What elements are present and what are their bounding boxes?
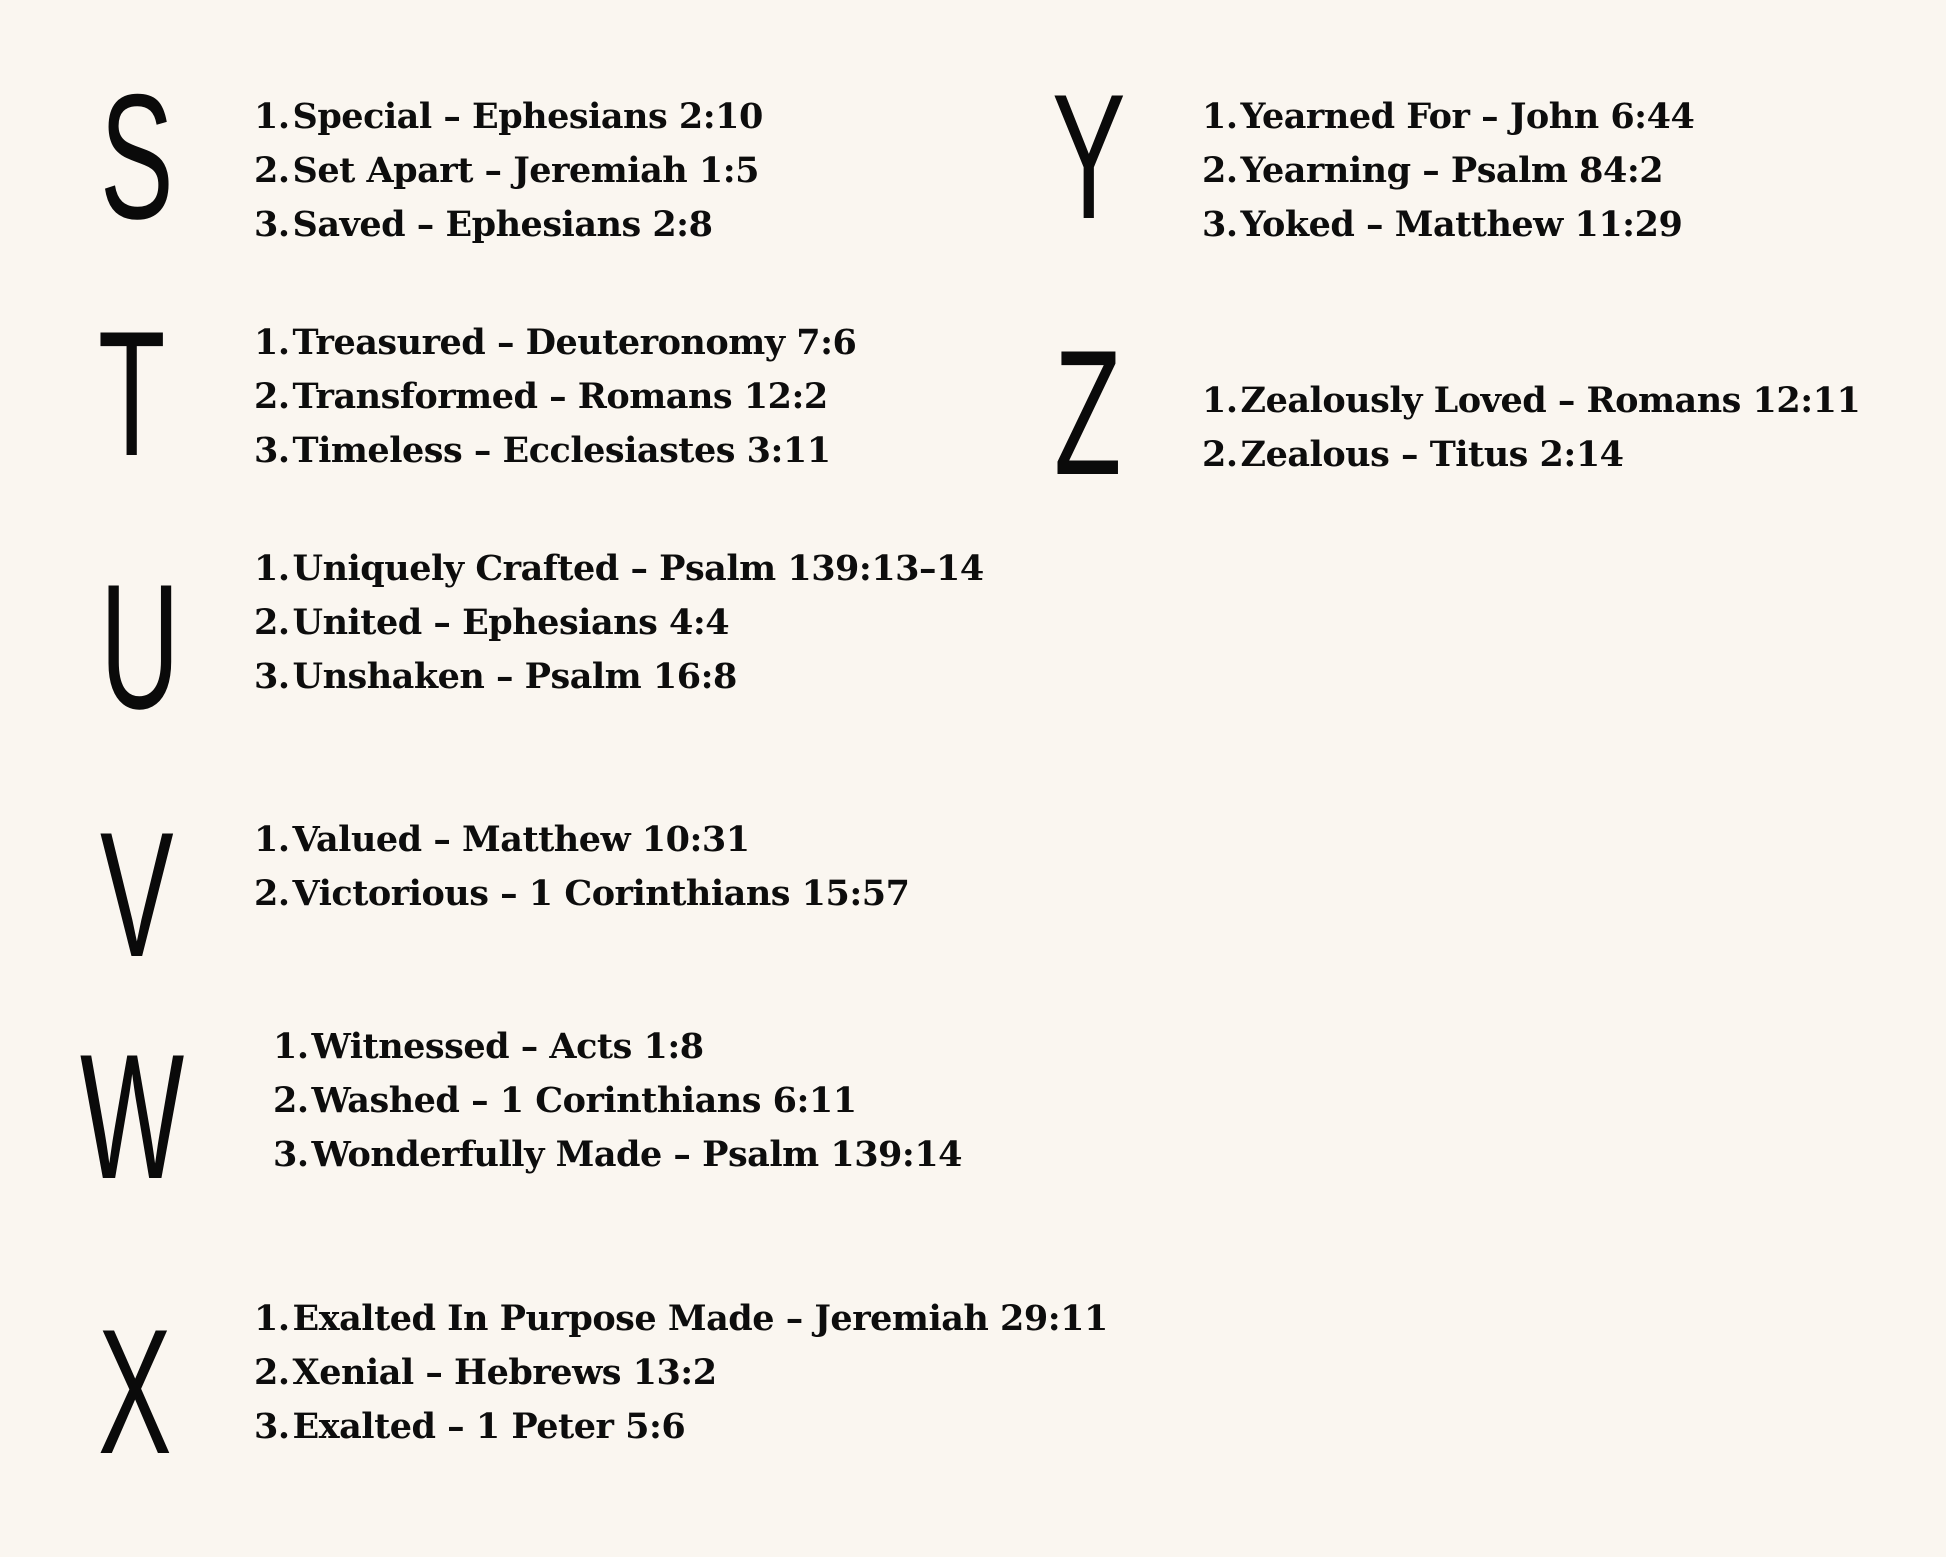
list-item: 2.Xenial – Hebrews 13:2 — [254, 1352, 717, 1393]
section-list-v — [254, 813, 910, 921]
section-list-x — [254, 1292, 1108, 1454]
list-item: 2.Washed – 1 Corinthians 6:11 — [273, 1080, 857, 1121]
section-letter-x: X — [98, 1292, 172, 1491]
section-letter-y: Y — [1052, 57, 1126, 256]
section-letter-w: W — [80, 1017, 185, 1216]
section-list-u — [254, 542, 984, 704]
list-item: 1.Yearned For – John 6:44 — [1202, 96, 1695, 137]
list-item: 3.Wonderfully Made – Psalm 139:14 — [273, 1134, 963, 1175]
section-list-s — [254, 90, 763, 252]
section-letter-u: U — [100, 547, 180, 746]
section-list-t — [254, 316, 856, 478]
list-item: 3.Timeless – Ecclesiastes 3:11 — [254, 430, 831, 471]
list-item: 1.Zealously Loved – Romans 12:11 — [1202, 380, 1861, 421]
list-item: 2.Zealous – Titus 2:14 — [1202, 434, 1624, 475]
list-item: 1.Special – Ephesians 2:10 — [254, 96, 763, 137]
section-list-y — [1202, 90, 1694, 252]
section-letter-z: Z — [1054, 313, 1122, 512]
list-item: 2.Yearning – Psalm 84:2 — [1202, 150, 1664, 191]
list-item: 2.Set Apart – Jeremiah 1:5 — [254, 150, 760, 191]
list-item: 3.Saved – Ephesians 2:8 — [254, 204, 713, 245]
list-item: 2.Transformed – Romans 12:2 — [254, 376, 828, 417]
section-letter-t: T — [98, 294, 166, 493]
list-item: 3.Exalted – 1 Peter 5:6 — [254, 1406, 686, 1447]
list-item: 2.Victorious – 1 Corinthians 15:57 — [254, 873, 910, 914]
section-list-z — [1202, 374, 1860, 482]
list-item: 3.Unshaken – Psalm 16:8 — [254, 656, 737, 697]
list-item: 1.Witnessed – Acts 1:8 — [273, 1026, 704, 1067]
list-item: 1.Treasured – Deuteronomy 7:6 — [254, 322, 857, 363]
list-item: 1.Valued – Matthew 10:31 — [254, 819, 750, 860]
list-item: 1.Uniquely Crafted – Psalm 139:13–14 — [254, 548, 984, 589]
section-letter-v: V — [100, 795, 174, 994]
list-item: 2.United – Ephesians 4:4 — [254, 602, 730, 643]
section-letter-s: S — [100, 57, 174, 256]
list-item: 1.Exalted In Purpose Made – Jeremiah 29:11 — [254, 1298, 1108, 1339]
list-item: 3.Yoked – Matthew 11:29 — [1202, 204, 1683, 245]
section-list-w — [273, 1020, 962, 1182]
